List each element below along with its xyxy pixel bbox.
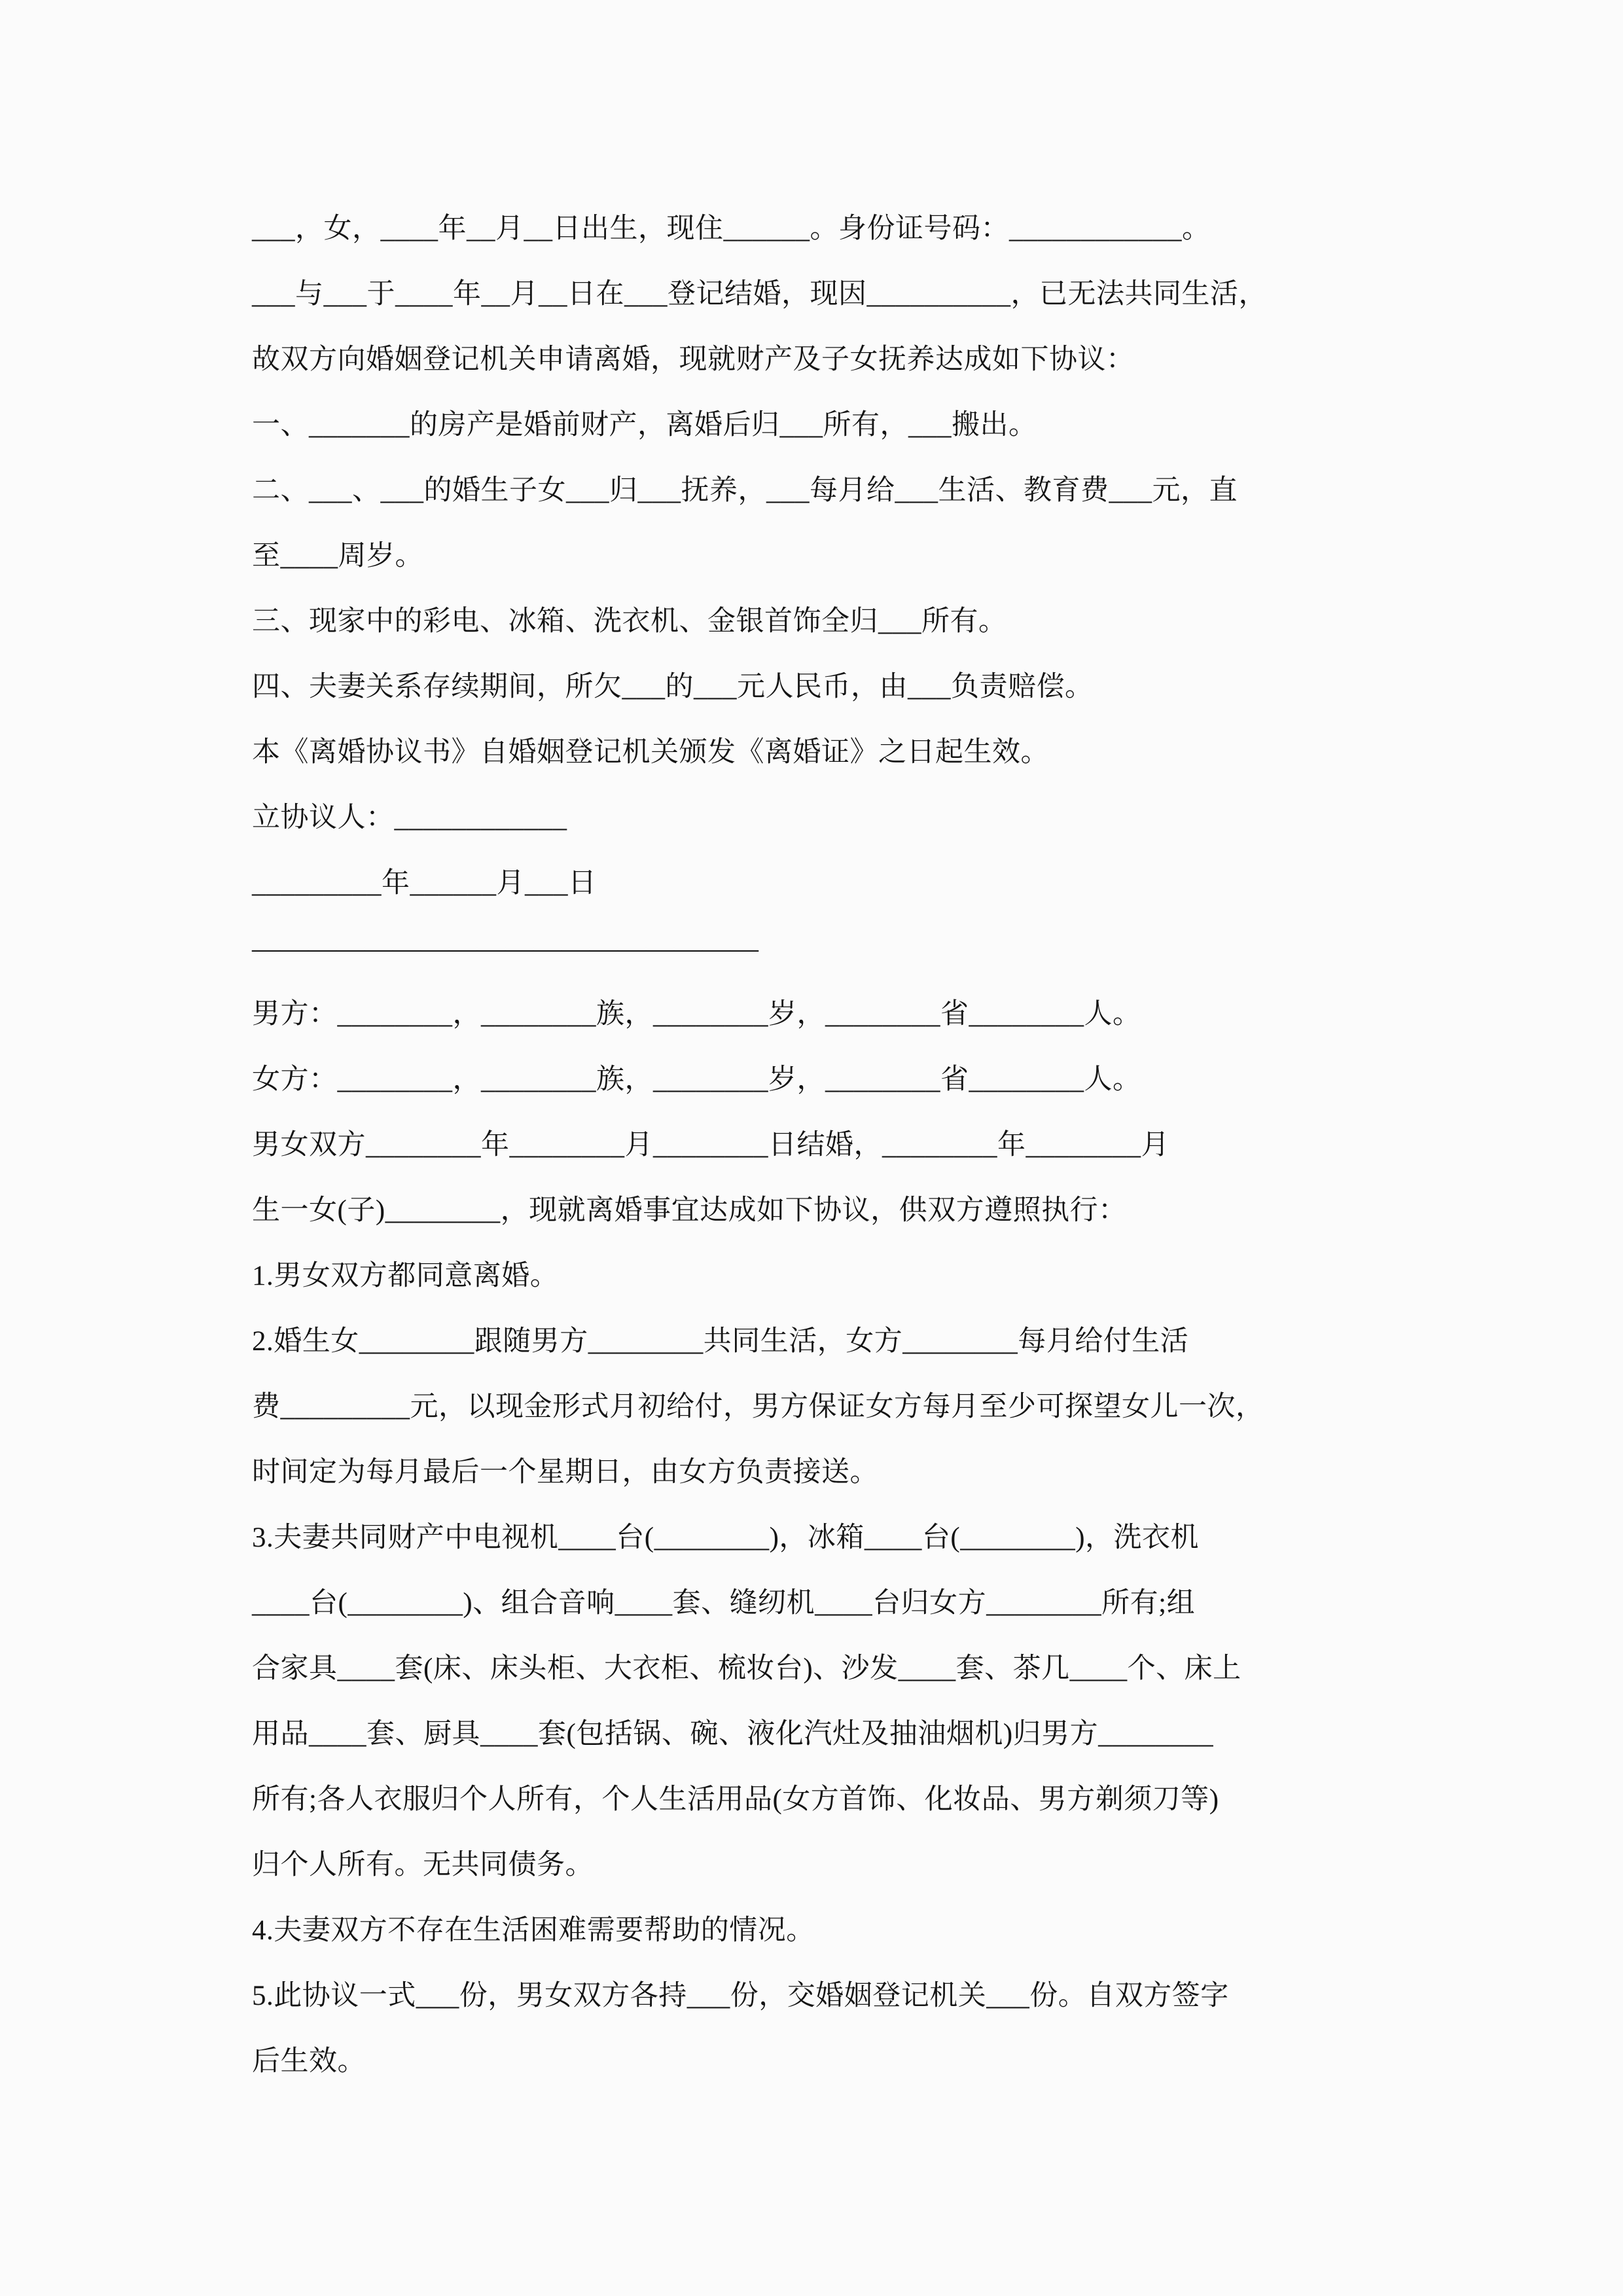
document-line: 3.夫妻共同财产中电视机____台(________)，冰箱____台(________)，洗衣机	[252, 1522, 1200, 1553]
document-line: 2.婚生女________跟随男方________共同生活，女方________每月给付生活	[252, 1326, 1189, 1357]
document-line: 归个人所有。无共同债务。	[252, 1850, 594, 1880]
document-line: 四、夫妻关系存续期间，所欠___的___元人民币，由___负责赔偿。	[252, 672, 1094, 702]
document-line: 后生效。	[252, 2046, 366, 2077]
document-line: ___与___于____年__月__日在___登记结婚，现因__________，已无法共同生活，	[252, 279, 1267, 310]
document-line: 费_________元，以现金形式月初给付，男方保证女方每月至少可探望女儿一次，	[252, 1391, 1264, 1422]
document-line: 故双方向婚姻登记机关申请离婚，现就财产及子女抚养达成如下协议：	[252, 344, 1135, 375]
separator-dashes: ——————————————————	[252, 933, 758, 964]
document-line: 至____周岁。	[252, 541, 423, 571]
document-line: ____台(________)、组合音响____套、缝纫机____台归女方________所有;组	[252, 1588, 1196, 1619]
document-line: 男方：________，________族，________岁，________省________人。	[252, 999, 1141, 1030]
document-line: 本《离婚协议书》自婚姻登记机关颁发《离婚证》之日起生效。	[252, 737, 1049, 768]
document-line: 4.夫妻双方不存在生活困难需要帮助的情况。	[252, 1915, 815, 1946]
document-line: 女方：________，________族，________岁，________省________人。	[252, 1064, 1141, 1095]
document-line: 男女双方________年________月________日结婚，________年________月	[252, 1130, 1169, 1160]
document-line: 生一女(子)________，现就离婚事宜达成如下协议，供双方遵照执行：	[252, 1195, 1127, 1226]
signatory-line: 立协议人：____________	[252, 802, 567, 833]
document-line: 合家具____套(床、床头柜、大衣柜、梳妆台)、沙发____套、茶几____个、床上	[252, 1653, 1241, 1684]
document-line: 用品____套、厨具____套(包括锅、碗、液化汽灶及抽油烟机)归男方________	[252, 1719, 1214, 1749]
date-line: _________年______月___日	[252, 868, 597, 899]
document-line: 三、现家中的彩电、冰箱、洗衣机、金银首饰全归___所有。	[252, 606, 1007, 637]
document-line: 二、___、___的婚生子女___归___抚养，___每月给___生活、教育费___元，直	[252, 475, 1238, 506]
document-line: 时间定为每月最后一个星期日，由女方负责接送。	[252, 1457, 878, 1488]
document-line: 一、_______的房产是婚前财产，离婚后归___所有，___搬出。	[252, 410, 1037, 440]
document-line: ___，女，____年__月__日出生，现住______。身份证号码：____________。	[252, 213, 1211, 244]
document-line: 所有;各人衣服归个人所有，个人生活用品(女方首饰、化妆品、男方剃须刀等)	[252, 1784, 1219, 1815]
document-line: 5.此协议一式___份，男女双方各持___份，交婚姻登记机关___份。自双方签字	[252, 1981, 1229, 2011]
document-line: 1.男女双方都同意离婚。	[252, 1261, 559, 1291]
